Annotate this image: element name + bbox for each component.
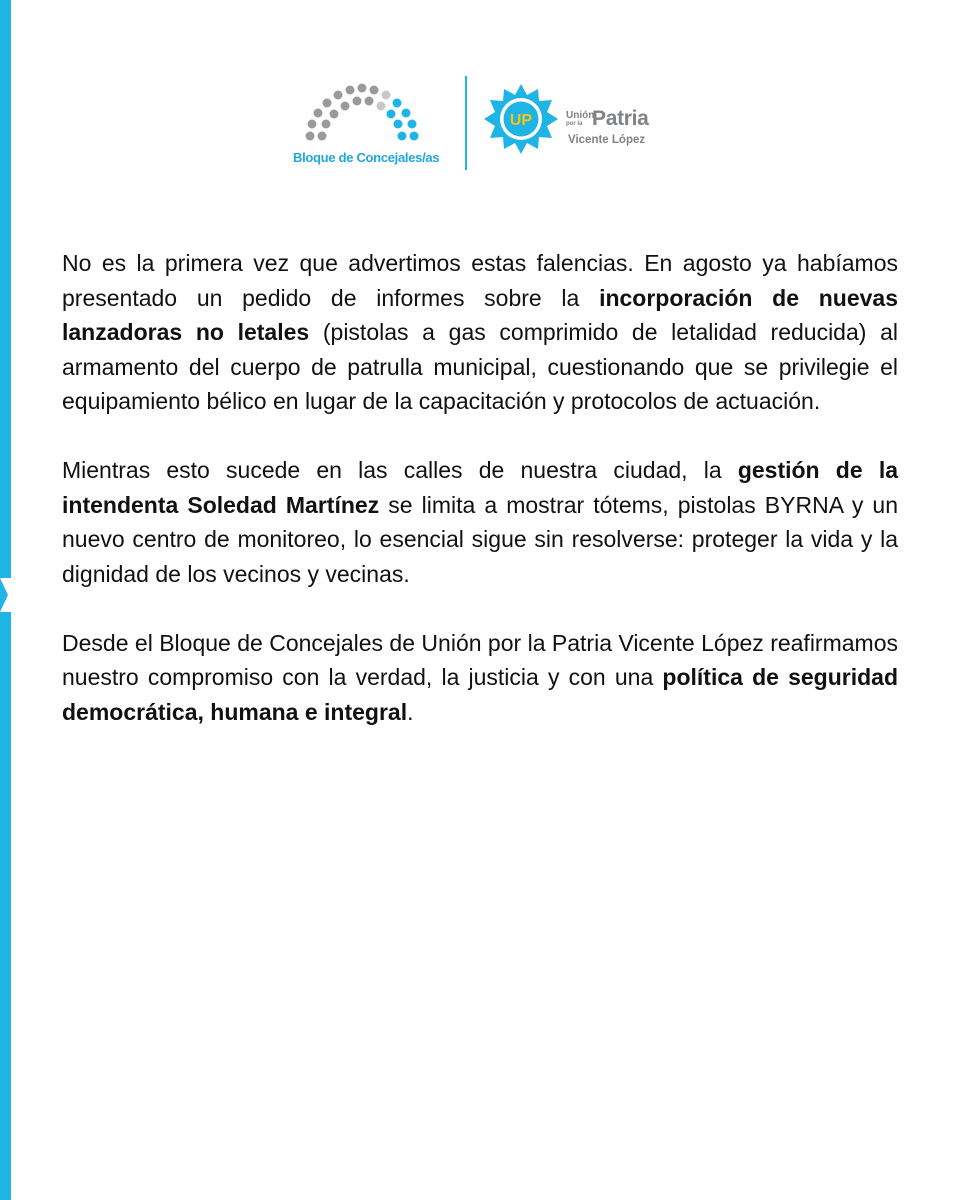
- up-sun-icon: [482, 84, 560, 158]
- paragraph-text: Mientras esto sucede en las calles de nuestra ciudad, la: [62, 457, 738, 483]
- header-divider: [465, 76, 467, 170]
- up-city-text: Vicente López: [568, 134, 646, 146]
- paragraph: [62, 626, 898, 730]
- paragraph-highlight: política de seguridad democrática, humana e integral: [62, 664, 899, 725]
- paragraph-text: se limita a mostrar tótems, pistolas BYRNA y un nuevo centro de monitoreo, lo esencial sigue sin resolverse: proteger la vida y la dignidad de los vecinos y vecinas.: [62, 491, 898, 587]
- paragraph-text: .: [407, 698, 414, 725]
- parliament-seats-icon: [302, 80, 432, 146]
- paragraph: [62, 246, 898, 419]
- statement-body: [62, 246, 898, 764]
- bloque-caption: Bloque de Concejales/as: [293, 150, 440, 165]
- paragraph-text: Desde el Bloque de Concejales de Unión por la Patria Vicente López reafirmamos nuestro compromiso con la verdad, la justicia y con una: [62, 629, 898, 690]
- paragraph-text: No es la primera vez que advertimos estas falencias. En agosto ya habíamos presentado un pedido de informes sobre la: [62, 250, 898, 311]
- header-logos: [290, 76, 670, 172]
- up-union-text: Unión: [566, 110, 595, 121]
- left-edge-bar-lower: [0, 612, 11, 1200]
- up-porla-text: por la: [566, 121, 583, 127]
- paragraph: [62, 453, 898, 591]
- up-badge-text: UP: [509, 112, 533, 129]
- left-edge-bar: [0, 0, 11, 578]
- paragraph-highlight: gestión de la intendenta Soledad Martínez: [62, 457, 898, 518]
- paragraph-text: (pistolas a gas comprimido de letalidad reducida) al armamento del cuerpo de patrulla municipal, cuestionando que se privilegie el equipamiento bélico en lugar de la capacitación y protocolos de actuación.: [62, 319, 898, 414]
- bloque-logo: [290, 76, 450, 172]
- up-patria-text: Patria: [592, 107, 649, 130]
- union-por-la-patria-logo: [482, 84, 672, 164]
- paragraph-highlight: incorporación de nuevas lanzadoras no letales: [62, 284, 898, 345]
- left-edge-notch: [0, 578, 8, 612]
